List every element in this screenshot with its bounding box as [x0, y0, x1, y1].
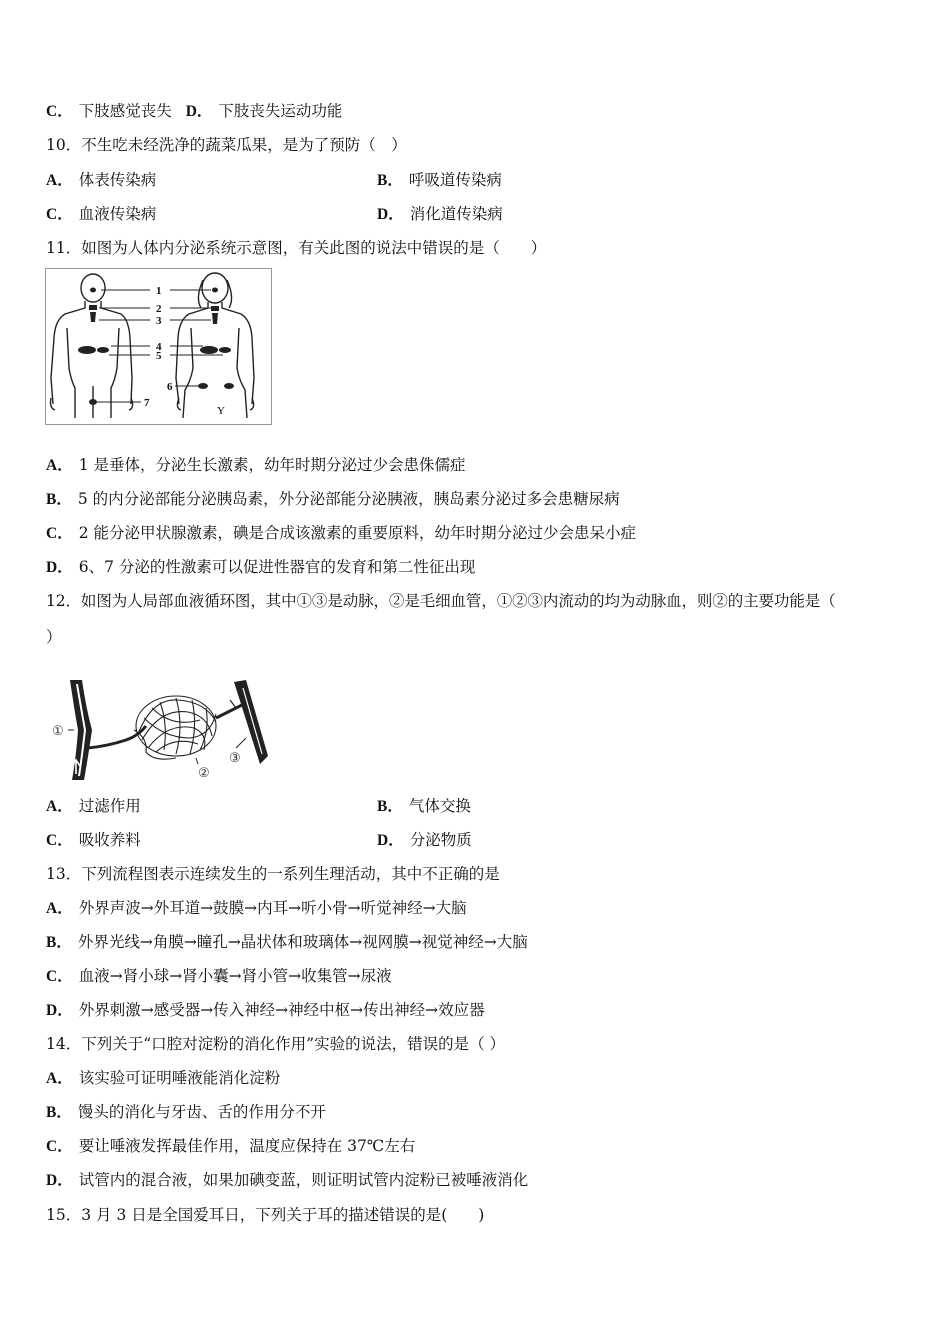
q10-option-b — [377, 169, 502, 192]
option-label: D． — [185, 103, 213, 120]
q15-stem: 15．3 月 3 日是全国爱耳日，下列关于耳的描述错误的是( ) — [46, 1206, 485, 1224]
option-text: 外界光线→角膜→瞳孔→晶状体和玻璃体→视网膜→视觉神经→大脑 — [77, 933, 528, 951]
option-label: C． — [46, 968, 73, 985]
q14-option-a — [46, 1067, 280, 1090]
figure-label-y: Y — [217, 405, 225, 417]
option-text: 下肢感觉丧失 — [78, 102, 172, 120]
q9-options-cd — [46, 100, 342, 123]
option-text: 6、7 分泌的性激素可以促进性器官的发育和第二性征出现 — [78, 558, 476, 576]
option-text: 吸收养料 — [78, 831, 141, 849]
option-text: 馒头的消化与牙齿、舌的作用分不开 — [77, 1103, 326, 1121]
option-text: 血液→肾小球→肾小囊→肾小管→收集管→尿液 — [78, 967, 392, 985]
q10-option-d — [377, 203, 503, 226]
q12-stem-line2: ） — [46, 628, 62, 646]
q13-option-c — [46, 965, 392, 988]
q12-option-b — [377, 795, 471, 818]
option-label: C． — [46, 1138, 73, 1155]
option-label: B． — [46, 934, 72, 951]
option-text: 气体交换 — [408, 797, 471, 815]
q12-option-a — [46, 795, 141, 818]
option-label: B． — [377, 798, 403, 815]
option-label: A． — [46, 172, 73, 189]
figure-label-5: 5 — [156, 350, 162, 362]
q13-option-b — [46, 931, 528, 954]
q14-option-b — [46, 1101, 326, 1124]
option-text: 分泌物质 — [409, 831, 472, 849]
q13-option-d — [46, 999, 485, 1022]
option-text: 要让唾液发挥最佳作用，温度应保持在 37℃左右 — [78, 1137, 416, 1155]
endocrine-system-figure — [45, 268, 273, 426]
figure-label-3: 3 — [156, 315, 162, 327]
q11-option-d — [46, 556, 475, 579]
figure-label-1: 1 — [156, 285, 162, 297]
figure-label-2: 2 — [156, 303, 162, 315]
q13-stem: 13．下列流程图表示连续发生的一系列生理活动，其中不正确的是 — [46, 865, 500, 883]
option-text: 消化道传染病 — [409, 205, 503, 223]
vessel-label-2: ② — [198, 765, 210, 780]
option-text: 体表传染病 — [78, 171, 157, 189]
option-label: D． — [377, 832, 404, 849]
option-text: 试管内的混合液，如果加碘变蓝，则证明试管内淀粉已被唾液消化 — [78, 1171, 529, 1189]
q12-option-d — [377, 829, 472, 852]
q11-option-b — [46, 488, 620, 511]
option-text: 外界刺激→感受器→传入神经→神经中枢→传出神经→效应器 — [78, 1001, 485, 1019]
vessel-label-1: ① — [52, 723, 64, 738]
option-label: C． — [46, 832, 73, 849]
option-text: 血液传染病 — [78, 205, 157, 223]
q12-option-c — [46, 829, 141, 852]
q14-option-d — [46, 1169, 528, 1192]
q11-option-a — [46, 454, 466, 477]
option-label: C． — [46, 206, 73, 223]
option-label: C． — [46, 103, 73, 120]
option-label: A． — [46, 798, 73, 815]
option-text: 1 是垂体，分泌生长激素，幼年时期分泌过少会患侏儒症 — [78, 456, 466, 474]
option-label: D． — [46, 1002, 73, 1019]
q13-option-a — [46, 897, 467, 920]
figure-label-7: 7 — [144, 397, 150, 409]
figure-label-6: 6 — [167, 381, 173, 393]
option-label: C． — [46, 525, 73, 542]
option-label: A． — [46, 900, 73, 917]
option-text: 下肢丧失运动功能 — [218, 102, 343, 120]
q11-stem: 11．如图为人体内分泌系统示意图，有关此图的说法中错误的是（ ） — [46, 239, 547, 257]
option-label: A． — [46, 457, 73, 474]
option-label: A． — [46, 1070, 73, 1087]
q14-stem: 14．下列关于“口腔对淀粉的消化作用”实验的说法，错误的是（ ） — [46, 1035, 506, 1053]
option-text: 过滤作用 — [78, 797, 141, 815]
figure-label-4: 4 — [156, 341, 162, 353]
q10-stem: 10．不生吃未经洗净的蔬菜瓜果，是为了预防（ ） — [46, 136, 407, 154]
option-label: B． — [46, 1104, 72, 1121]
option-label: B． — [46, 491, 72, 508]
option-label: D． — [377, 206, 404, 223]
q11-option-c — [46, 522, 636, 545]
option-label: B． — [377, 172, 403, 189]
blood-circulation-figure — [48, 678, 276, 782]
option-text: 5 的内分泌部能分泌胰岛素，外分泌部能分泌胰液，胰岛素分泌过多会患糖尿病 — [77, 490, 620, 508]
option-label: D． — [46, 559, 73, 576]
q14-option-c — [46, 1135, 415, 1158]
option-text: 2 能分泌甲状腺激素，碘是合成该激素的重要原料，幼年时期分泌过少会患呆小症 — [78, 524, 636, 542]
vessel-label-3: ③ — [229, 750, 241, 765]
option-label: D． — [46, 1172, 73, 1189]
option-text: 呼吸道传染病 — [408, 171, 502, 189]
q10-option-a — [46, 169, 156, 192]
option-text: 外界声波→外耳道→鼓膜→内耳→听小骨→听觉神经→大脑 — [78, 899, 467, 917]
option-text: 该实验可证明唾液能消化淀粉 — [78, 1069, 281, 1087]
q10-option-c — [46, 203, 156, 226]
q12-stem-line1: 12．如图为人局部血液循环图，其中①③是动脉，②是毛细血管，①②③内流动的均为动脉血，则②的主要功能是（ — [46, 592, 836, 610]
